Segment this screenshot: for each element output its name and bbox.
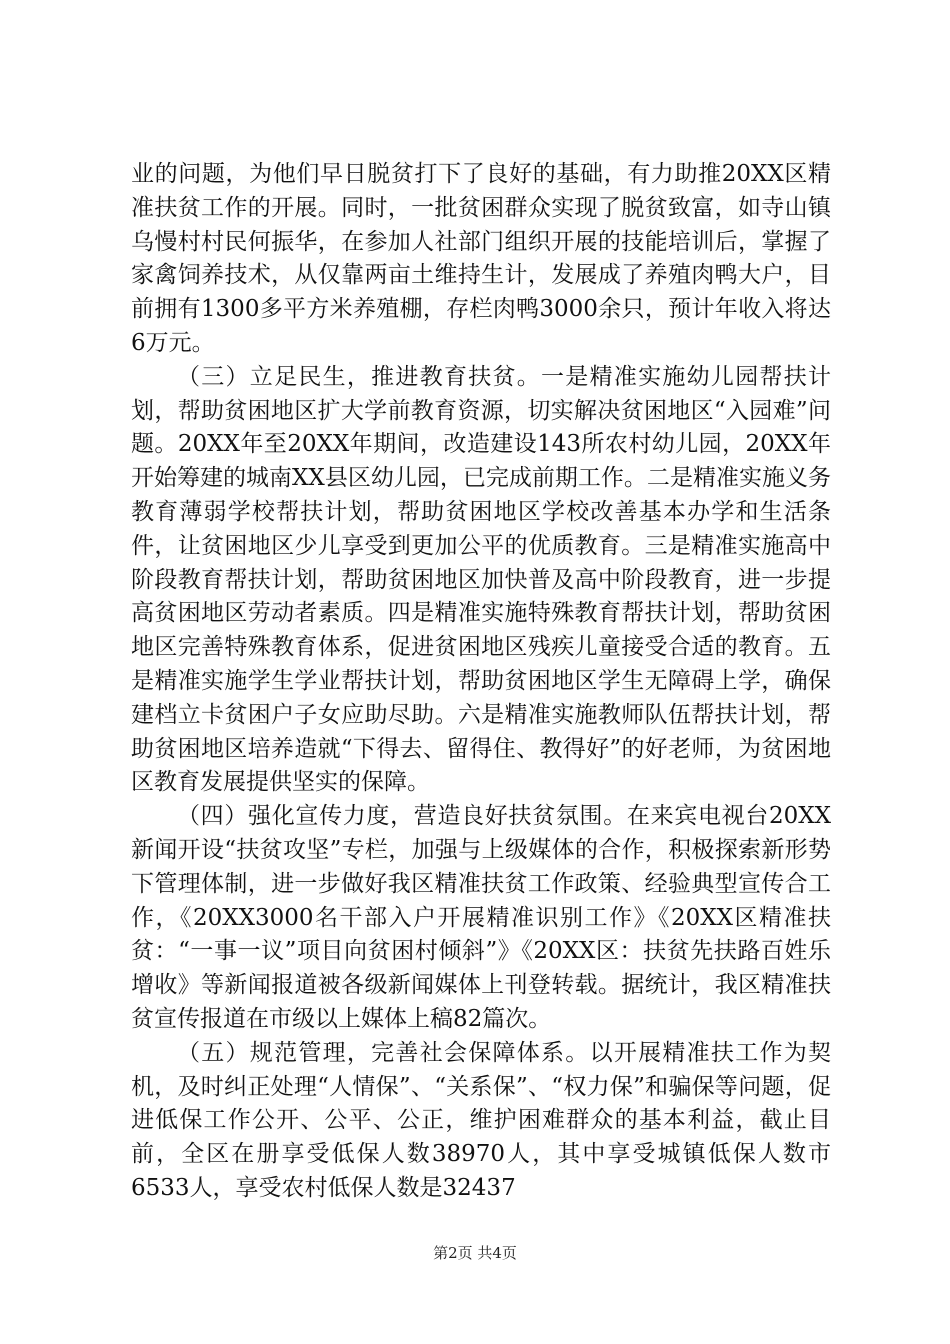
- paragraph-education-poverty: （三）立足民生，推进教育扶贫。一是精准实施幼儿园帮扶计划，帮助贫困地区扩大学前教育资源，切实解决贫困地区“入园难”问题。20XX年至20XX年期间，改造建设143所农村幼儿园，20XX年开始筹建的城南XX县区幼儿园，已完成前期工作。二是精准实施义务教育薄弱学校帮扶计划，帮助贫困地区学校改善基本办学和生活条件，让贫困地区少儿享受到更加公平的优质教育。三是精准实施高中阶段教育帮扶计划，帮助贫困地区加快普及高中阶段教育，进一步提高贫困地区劳动者素质。四是精准实施特殊教育帮扶计划，帮助贫困地区完善特殊教育体系，促进贫困地区残疾儿童接受合适的教育。五是精准实施学生学业帮扶计划，帮助贫困地区学生无障碍上学，确保建档立卡贫困户子女应助尽助。六是精准实施教师队伍帮扶计划，帮助贫困地区培养造就“下得去、留得住、教得好”的好老师，为贫困地区教育发展提供坚实的保障。: [131, 363, 831, 796]
- paragraph-continuation: 业的问题，为他们早日脱贫打下了良好的基础，有力助推20XX区精准扶贫工作的开展。同时，一批贫困群众实现了脱贫致富，如寺山镇乌慢村村民何振华，在参加人社部门组织开展的技能培训后，掌握了家禽饲养技术，从仅靠两亩土维持生计，发展成了养殖肉鸭大户，目前拥有1300多平方米养殖棚，存栏肉鸭3000余只，预计年收入将达6万元。: [131, 161, 831, 356]
- paragraph-publicity: （四）强化宣传力度，营造良好扶贫氛围。在来宾电视台20XX新闻开设“扶贫攻坚”专栏，加强与上级媒体的合作，积极探索新形势下管理体制，进一步做好我区精准扶贫工作政策、经验典型宣传合工作，《20XX3000名干部入户开展精准识别工作》《20XX区精准扶贫：“一事一议”项目向贫困村倾斜”》《20XX区：扶贫先扶路百姓乐增收》等新闻报道被各级新闻媒体上刊登转载。据统计，我区精准扶贫宣传报道在市级以上媒体上稿82篇次。: [131, 803, 831, 1032]
- paragraph-social-security: （五）规范管理，完善社会保障体系。以开展精准扶工作为契机，及时纠正处理“人情保”、“关系保”、“权力保”和骗保等问题，促进低保工作公开、公平、公正，维护困难群众的基本利益，截止目前，全区在册享受低保人数38970人，其中享受城镇低保人数市6533人，享受农村低保人数是32437: [131, 1039, 831, 1201]
- body-text: [131, 158, 831, 1206]
- page-footer: 第2页 共4页: [433, 1244, 517, 1262]
